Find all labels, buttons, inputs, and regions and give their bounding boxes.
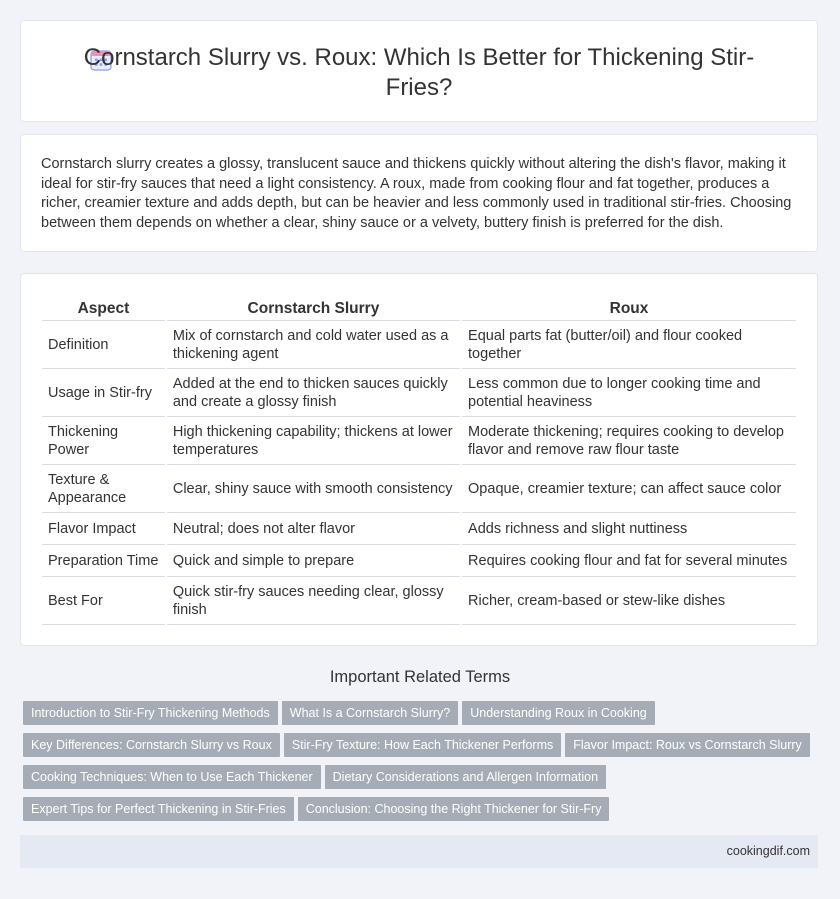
related-term-link[interactable]: Introduction to Stir-Fry Thickening Methods: [23, 701, 278, 725]
related-terms-row: [23, 733, 814, 757]
related-term-link[interactable]: Understanding Roux in Cooking: [462, 701, 655, 725]
table-row: [42, 417, 796, 465]
related-term-link[interactable]: Stir-Fry Texture: How Each Thickener Performs: [284, 733, 561, 757]
column-header-aspect: Aspect: [42, 296, 165, 321]
table-row: [42, 321, 796, 369]
related-terms-row: [23, 765, 610, 789]
table-row: [42, 577, 796, 625]
footer-site-name[interactable]: cookingdif.com: [726, 844, 810, 858]
table-cell-cornstarch: Neutral; does not alter flavor: [167, 513, 460, 545]
table-cell-roux: Less common due to longer cooking time and potential heaviness: [462, 369, 796, 417]
table-cell-roux: Richer, cream-based or stew-like dishes: [462, 577, 796, 625]
related-term-link[interactable]: Key Differences: Cornstarch Slurry vs Roux: [23, 733, 280, 757]
column-header-roux: Roux: [462, 296, 796, 321]
related-term-link[interactable]: Expert Tips for Perfect Thickening in Stir-Fries: [23, 797, 294, 821]
table-cell-roux: Adds richness and slight nuttiness: [462, 513, 796, 545]
summary-text: Cornstarch slurry creates a glossy, translucent sauce and thickens quickly without altering the dish's flavor, making it ideal for stir-fry sauces that need a light consistency. A roux, made from cooking flour and fat together, produces a richer, creamier texture and adds depth, but can be heavier and less commonly used in traditional stir-fries. Choosing between them depends on whether a clear, shiny sauce or a velvety, buttery finish is preferred for the dish.: [41, 156, 792, 231]
table-row: [42, 369, 796, 417]
summary-card: [20, 134, 818, 252]
table-cell-roux: Opaque, creamier texture; can affect sauce color: [462, 465, 796, 513]
related-term-link[interactable]: Dietary Considerations and Allergen Information: [325, 765, 606, 789]
page-title: Cornstarch Slurry vs. Roux: Which Is Better for Thickening Stir-Fries?: [83, 44, 755, 101]
related-term-link[interactable]: What Is a Cornstarch Slurry?: [282, 701, 458, 725]
table-cell-cornstarch: High thickening capability; thickens at lower temperatures: [167, 417, 460, 465]
header-card: [20, 20, 818, 122]
table-row: [42, 545, 796, 577]
comparison-table: [40, 296, 798, 625]
table-cell-cornstarch: Clear, shiny sauce with smooth consistency: [167, 465, 460, 513]
table-cell-aspect: Flavor Impact: [42, 513, 165, 545]
table-cell-aspect: Usage in Stir-fry: [42, 369, 165, 417]
table-cell-cornstarch: Added at the end to thicken sauces quickly and create a glossy finish: [167, 369, 460, 417]
footer: [20, 835, 818, 868]
table-cell-aspect: Thickening Power: [42, 417, 165, 465]
related-term-link[interactable]: Flavor Impact: Roux vs Cornstarch Slurry: [565, 733, 810, 757]
related-terms-row: [23, 701, 659, 725]
table-row: [42, 513, 796, 545]
related-terms-row: [23, 797, 613, 821]
related-term-link[interactable]: Cooking Techniques: When to Use Each Thickener: [23, 765, 321, 789]
table-cell-roux: Equal parts fat (butter/oil) and flour cooked together: [462, 321, 796, 369]
comparison-table-card: [20, 273, 818, 646]
table-cell-cornstarch: Mix of cornstarch and cold water used as a thickening agent: [167, 321, 460, 369]
table-row: [42, 465, 796, 513]
table-header-row: [42, 296, 796, 321]
table-cell-aspect: Best For: [42, 577, 165, 625]
table-cell-roux: Moderate thickening; requires cooking to develop flavor and remove raw flour taste: [462, 417, 796, 465]
table-cell-cornstarch: Quick and simple to prepare: [167, 545, 460, 577]
related-term-link[interactable]: Conclusion: Choosing the Right Thickener for Stir-Fry: [298, 797, 610, 821]
table-cell-aspect: Texture & Appearance: [42, 465, 165, 513]
table-cell-aspect: Preparation Time: [42, 545, 165, 577]
related-terms-title: Important Related Terms: [329, 668, 511, 686]
table-cell-cornstarch: Quick stir-fry sauces needing clear, glossy finish: [167, 577, 460, 625]
column-header-cornstarch-slurry: Cornstarch Slurry: [167, 296, 460, 321]
table-cell-aspect: Definition: [42, 321, 165, 369]
table-cell-roux: Requires cooking flour and fat for several minutes: [462, 545, 796, 577]
